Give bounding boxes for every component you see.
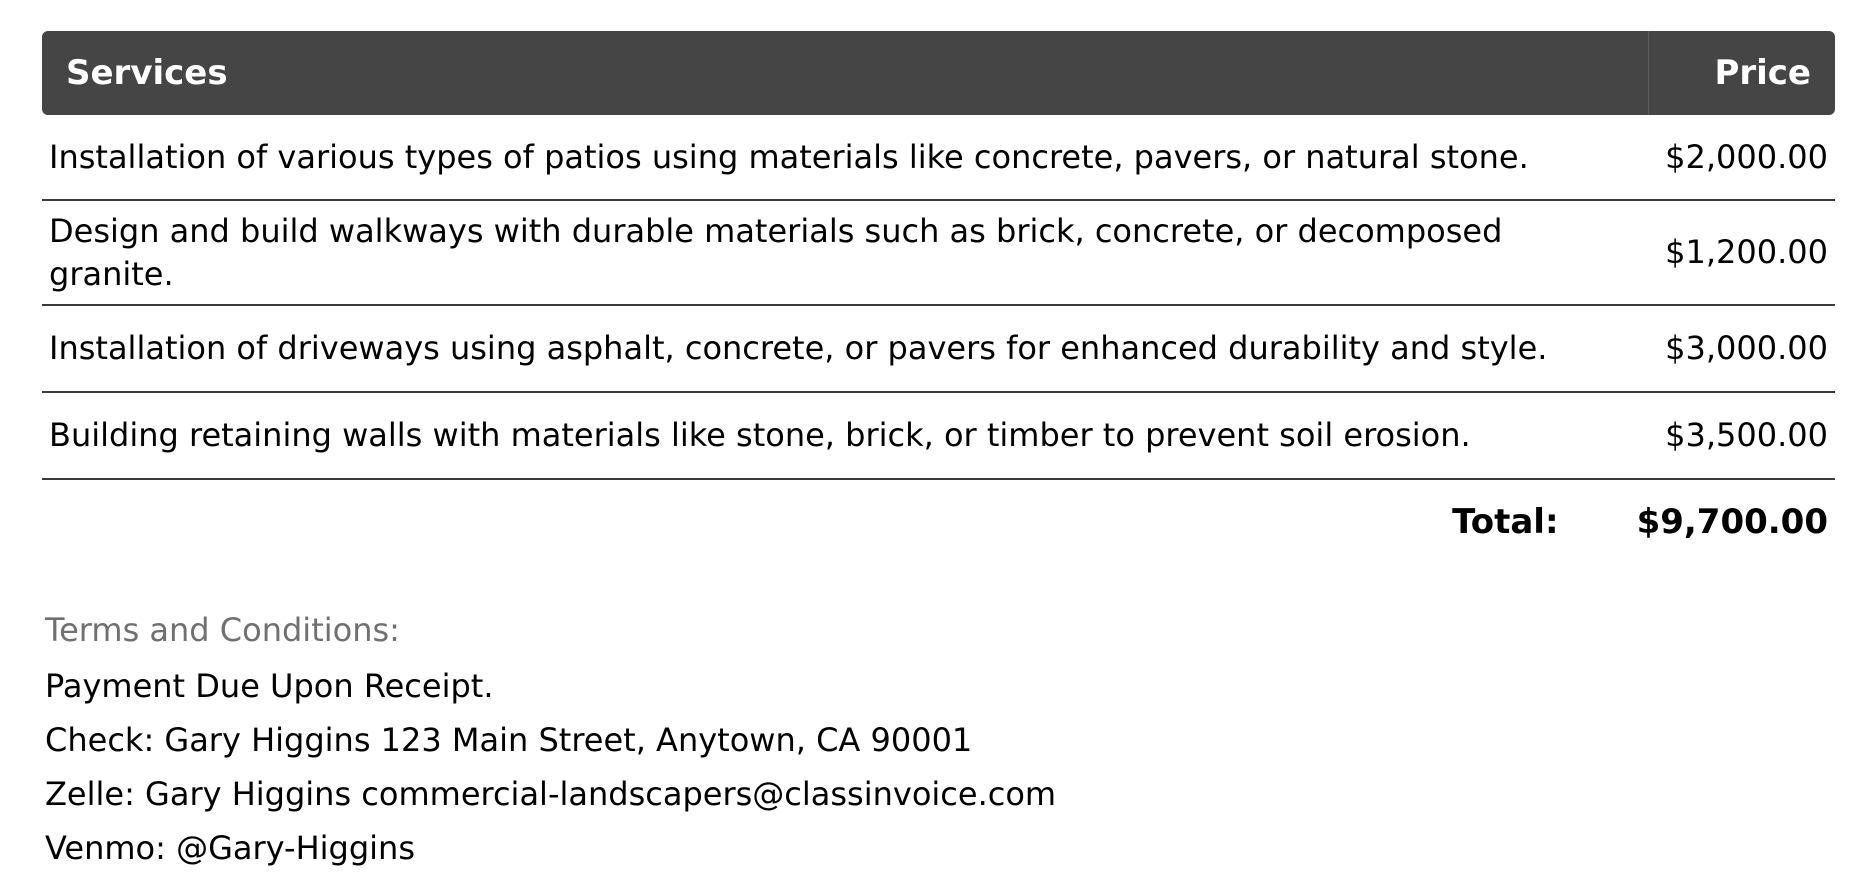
table-row [42,201,1835,306]
terms-line-check: Check: Gary Higgins 123 Main Street, Anytown, CA 90001 [45,721,973,759]
table-row [42,115,1835,201]
service-price: $2,000.00 [1665,137,1828,176]
service-description: Design and build walkways with durable materials such as brick, concrete, or decomposed granite. [49,211,1503,293]
terms-line-zelle: Zelle: Gary Higgins commercial-landscapers@classinvoice.com [45,775,1057,813]
service-description: Installation of driveways using asphalt, concrete, or pavers for enhanced durability and style. [49,329,1548,367]
services-column-header: Services [66,53,228,93]
service-price: $3,000.00 [1665,329,1828,367]
terms-line-venmo: Venmo: @Gary-Higgins [45,829,415,867]
terms-line-payment-due: Payment Due Upon Receipt. [45,667,494,705]
service-description: Building retaining walls with materials like stone, brick, or timber to prevent soil erosion. [49,416,1471,454]
service-price: $3,500.00 [1665,416,1828,454]
table-row [42,306,1835,393]
terms-section [45,603,1056,875]
service-price: $1,200.00 [1665,233,1828,271]
total-value: $9,700.00 [1636,502,1828,542]
table-row [42,393,1835,480]
service-description: Installation of various types of patios using materials like concrete, pavers, or natural stone. [49,137,1529,176]
services-table [42,31,1835,564]
terms-title: Terms and Conditions: [45,611,400,649]
price-column-header: Price [1648,31,1835,115]
total-label: Total: [1452,502,1559,542]
total-row [42,480,1835,564]
table-header [42,31,1835,115]
